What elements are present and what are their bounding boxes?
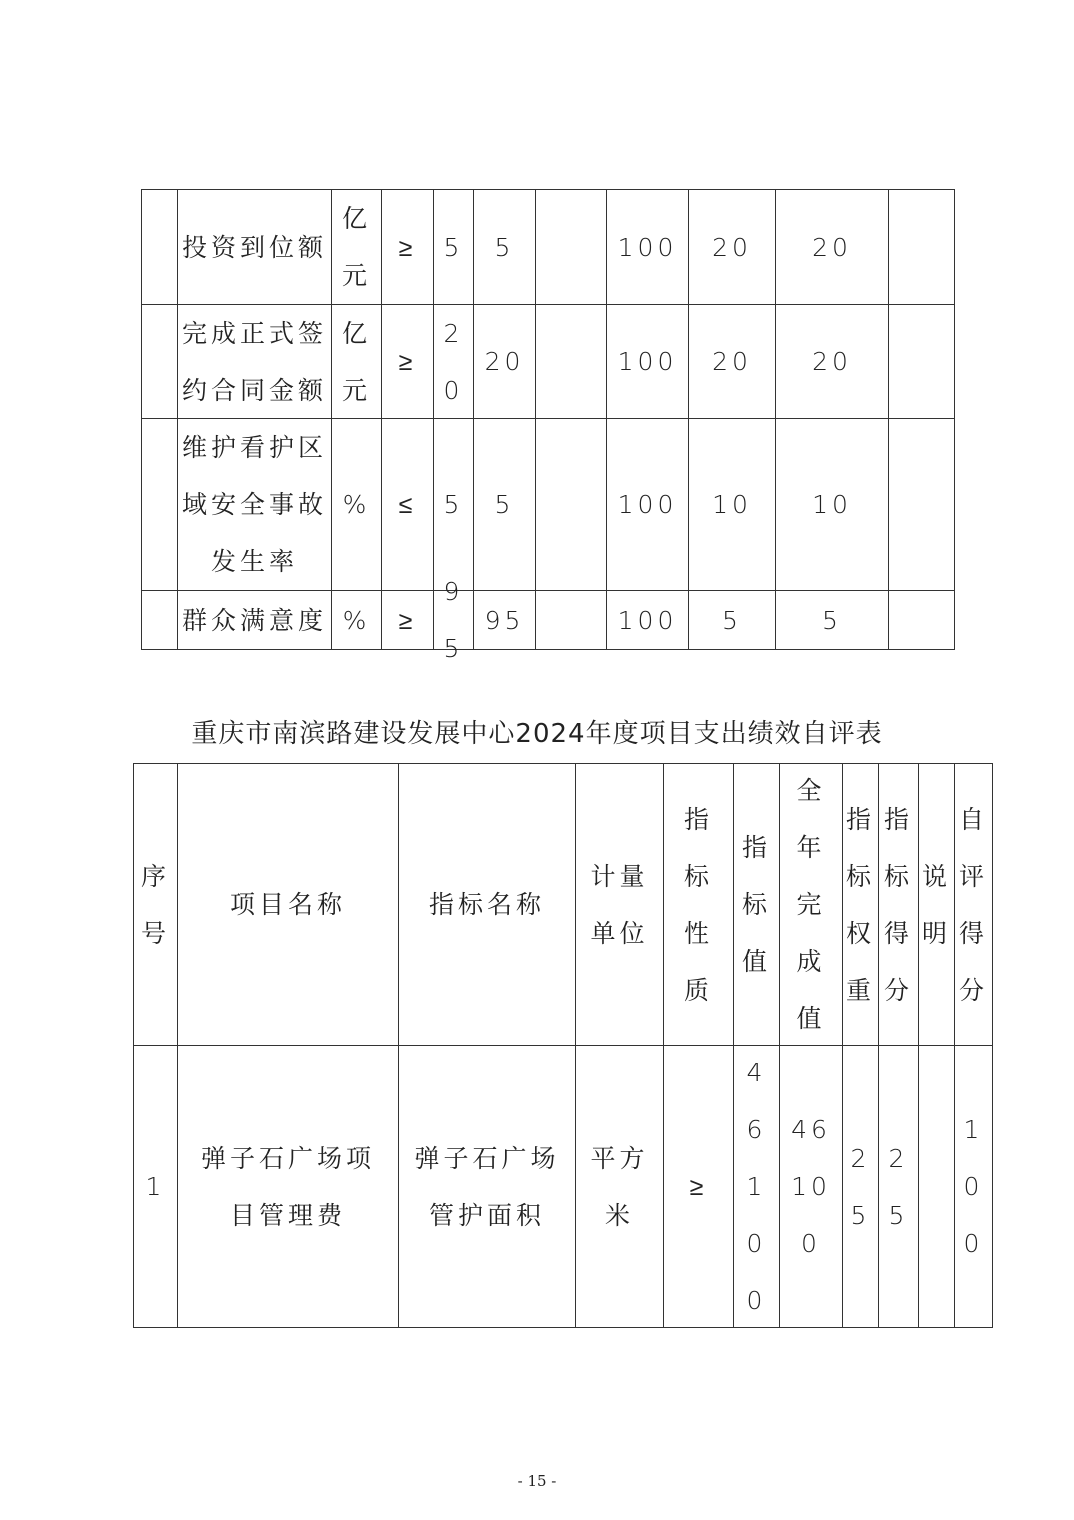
table-cell	[141, 590, 178, 650]
cell-text: 全年完成值	[796, 776, 826, 1033]
table-cell	[878, 1045, 919, 1328]
table-cell	[381, 418, 434, 591]
table-cell	[381, 189, 434, 305]
table-cell	[733, 763, 780, 1046]
table-cell	[177, 189, 332, 305]
cell-text: 项目名称	[229, 890, 346, 919]
table-cell	[473, 418, 536, 591]
table-cell	[775, 189, 889, 305]
table-cell	[133, 763, 178, 1046]
table-cell	[473, 304, 536, 419]
cell-text: 序号	[140, 861, 170, 948]
table-cell	[779, 1045, 843, 1328]
cell-text: 100	[617, 232, 678, 262]
cell-text: 群众满意度	[181, 605, 327, 635]
cell-text: ≤	[398, 490, 417, 519]
cell-text: 亿元	[341, 204, 371, 290]
cell-text: 25	[850, 1143, 871, 1230]
table-cell	[473, 189, 536, 305]
cell-text: 平方米	[590, 1143, 649, 1230]
table-cell	[141, 304, 178, 419]
table-cell	[888, 590, 955, 650]
cell-text: 100	[617, 347, 678, 376]
cell-text: 指标权重	[845, 804, 875, 1005]
cell-text: 说明	[921, 861, 951, 948]
cell-text: 20	[443, 318, 464, 405]
table-cell	[535, 304, 607, 419]
table-cell	[575, 763, 664, 1046]
table-cell	[177, 304, 332, 419]
table-cell	[775, 304, 889, 419]
cell-text: 指标性质	[683, 804, 713, 1005]
cell-text: 投资到位额	[181, 232, 327, 262]
page-number: - 15 -	[517, 1472, 557, 1490]
table-cell	[141, 418, 178, 591]
table-cell	[433, 304, 474, 419]
cell-text: 20	[812, 232, 852, 262]
cell-text: 5	[494, 232, 515, 262]
table-cell	[606, 189, 689, 305]
table-cell	[398, 1045, 576, 1328]
table-cell	[954, 1045, 993, 1328]
table-cell	[535, 590, 607, 650]
table-cell	[331, 590, 382, 650]
table-cell	[918, 763, 955, 1046]
table-cell	[779, 763, 843, 1046]
table-cell	[918, 1045, 955, 1328]
table-cell	[775, 590, 889, 650]
table-cell	[888, 418, 955, 591]
cell-text: 5	[822, 605, 842, 635]
table-cell	[663, 763, 734, 1046]
table-cell	[535, 189, 607, 305]
cell-text: 100	[617, 490, 678, 519]
cell-text: 95	[484, 605, 525, 635]
table-cell	[331, 418, 382, 591]
cell-text: 自评得分	[958, 804, 988, 1005]
table-cell	[775, 418, 889, 591]
cell-text: ≥	[398, 232, 417, 262]
cell-text: %	[342, 605, 371, 635]
cell-text: 10	[712, 490, 752, 519]
cell-text: 维护看护区域安全事故发生率	[181, 433, 327, 576]
table-cell	[381, 304, 434, 419]
cell-text: 46100	[746, 1058, 767, 1315]
cell-text: 100	[617, 605, 678, 635]
cell-text: 指标值	[741, 833, 771, 976]
cell-text: 46100	[791, 1115, 831, 1258]
cell-text: 20	[484, 347, 525, 376]
table-cell	[688, 418, 776, 591]
table-cell	[733, 1045, 780, 1328]
cell-text: 5	[443, 490, 464, 519]
table-cell	[381, 590, 434, 650]
table-cell	[888, 304, 955, 419]
table-cell	[398, 763, 576, 1046]
table-cell	[141, 189, 178, 305]
table-cell	[888, 189, 955, 305]
cell-text: ≥	[398, 347, 417, 376]
cell-text: 25	[888, 1143, 909, 1230]
table-cell	[878, 763, 919, 1046]
table-cell	[177, 418, 332, 591]
table-cell	[133, 1045, 178, 1328]
table-cell	[575, 1045, 664, 1328]
cell-text: 10	[812, 490, 852, 519]
cell-text: 指标得分	[883, 804, 913, 1005]
cell-text: 100	[963, 1115, 984, 1258]
cell-text: 5	[443, 232, 464, 262]
table-cell	[177, 763, 399, 1046]
table-cell	[535, 418, 607, 591]
cell-text: 弹子石广场管护面积	[414, 1143, 560, 1230]
table-title: 重庆市南滨路建设发展中心2024年度项目支出绩效自评表	[191, 719, 883, 749]
cell-text: ≥	[398, 605, 417, 635]
table-cell	[688, 590, 776, 650]
table-cell	[606, 418, 689, 591]
table-cell	[606, 304, 689, 419]
table-cell	[606, 590, 689, 650]
cell-text: %	[342, 490, 371, 519]
table-cell	[177, 590, 332, 650]
cell-text: ≥	[689, 1172, 708, 1201]
cell-text: 弹子石广场项目管理费	[200, 1143, 375, 1230]
table-cell	[954, 763, 993, 1046]
cell-text: 20	[812, 347, 852, 376]
cell-text: 1	[145, 1172, 166, 1201]
table-cell	[663, 1045, 734, 1328]
table-cell	[842, 1045, 879, 1328]
cell-text: 5	[722, 605, 742, 635]
table-cell	[433, 189, 474, 305]
cell-text: 95	[443, 577, 464, 663]
cell-text: 20	[712, 347, 752, 376]
cell-text: 指标名称	[428, 890, 545, 919]
cell-text: 20	[712, 232, 752, 262]
table-cell	[688, 304, 776, 419]
table-cell	[331, 189, 382, 305]
table-cell	[433, 577, 474, 663]
table-cell	[177, 1045, 399, 1328]
table-cell	[688, 189, 776, 305]
cell-text: 计量单位	[590, 861, 649, 948]
table-cell	[473, 590, 536, 650]
table-cell	[331, 304, 382, 419]
table-cell	[842, 763, 879, 1046]
cell-text: 5	[494, 490, 515, 519]
cell-text: 完成正式签约合同金额	[181, 318, 327, 405]
cell-text: 亿元	[341, 318, 371, 405]
